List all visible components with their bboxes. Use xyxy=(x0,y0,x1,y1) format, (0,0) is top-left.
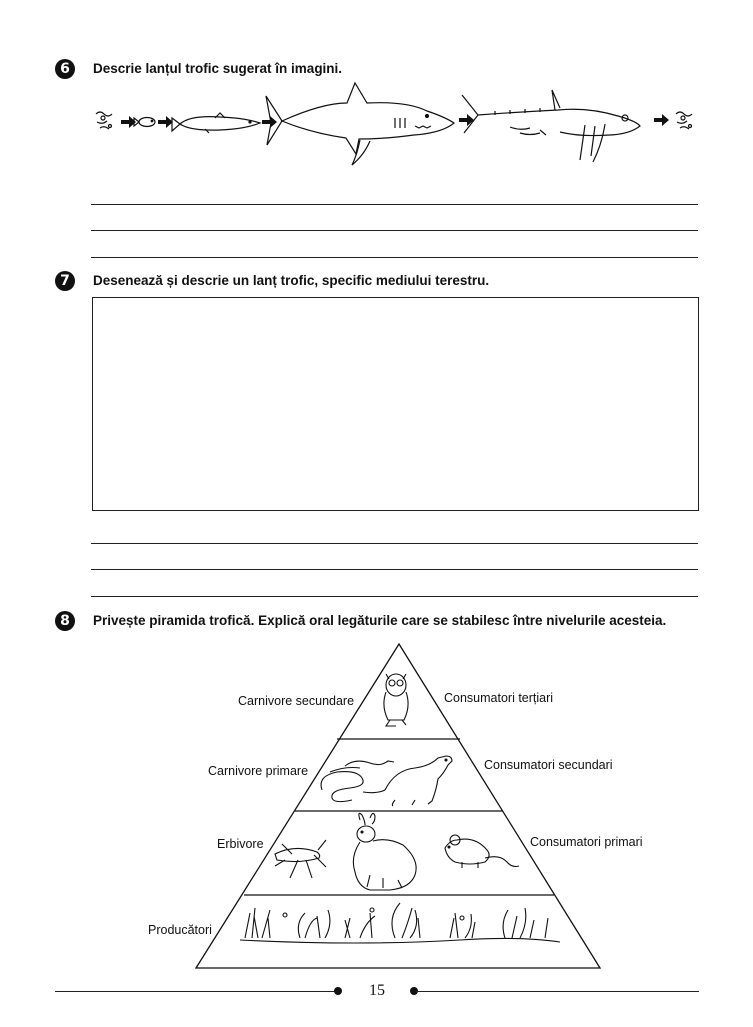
question-8-number: 8 xyxy=(55,611,75,631)
pyramid-label-consumatori-tertiari: Consumatori terțiari xyxy=(444,691,554,705)
question-8-text: Privește piramida trofică. Explică oral legăturile care se stabilesc între nivelurile acesteia. xyxy=(93,613,667,628)
pyramid-label-carnivore-secundare: Carnivore secundare xyxy=(238,694,355,708)
weasel-icon xyxy=(363,756,452,806)
question-7-number: 7 xyxy=(55,271,75,291)
footer-line-right xyxy=(416,991,699,992)
pyramid-label-erbivore: Erbivore xyxy=(217,837,264,851)
pyramid-label-consumatori-secundari: Consumatori secundari xyxy=(484,758,613,772)
footer-line-left xyxy=(55,991,338,992)
grasshopper-icon xyxy=(275,840,326,878)
page-number: 15 xyxy=(369,982,385,999)
mouse-icon xyxy=(445,835,519,868)
pyramid-label-carnivore-primare: Carnivore primare xyxy=(208,764,309,778)
pyramid-label-consumatori-primari: Consumatori primari xyxy=(530,835,643,849)
rabbit-icon xyxy=(353,813,416,890)
owl-icon xyxy=(384,674,408,726)
pyramid-label-producatori: Producători xyxy=(148,923,212,937)
plants-icon xyxy=(240,903,560,943)
question-6-number: 6 xyxy=(55,59,75,79)
question-7-text: Desenează și descrie un lanț trofic, specific mediului terestru. xyxy=(93,273,490,288)
footer-dot-left xyxy=(334,987,342,995)
snake-icon xyxy=(321,761,394,802)
question-6-text: Descrie lanțul trofic sugerat în imagini. xyxy=(93,61,343,76)
